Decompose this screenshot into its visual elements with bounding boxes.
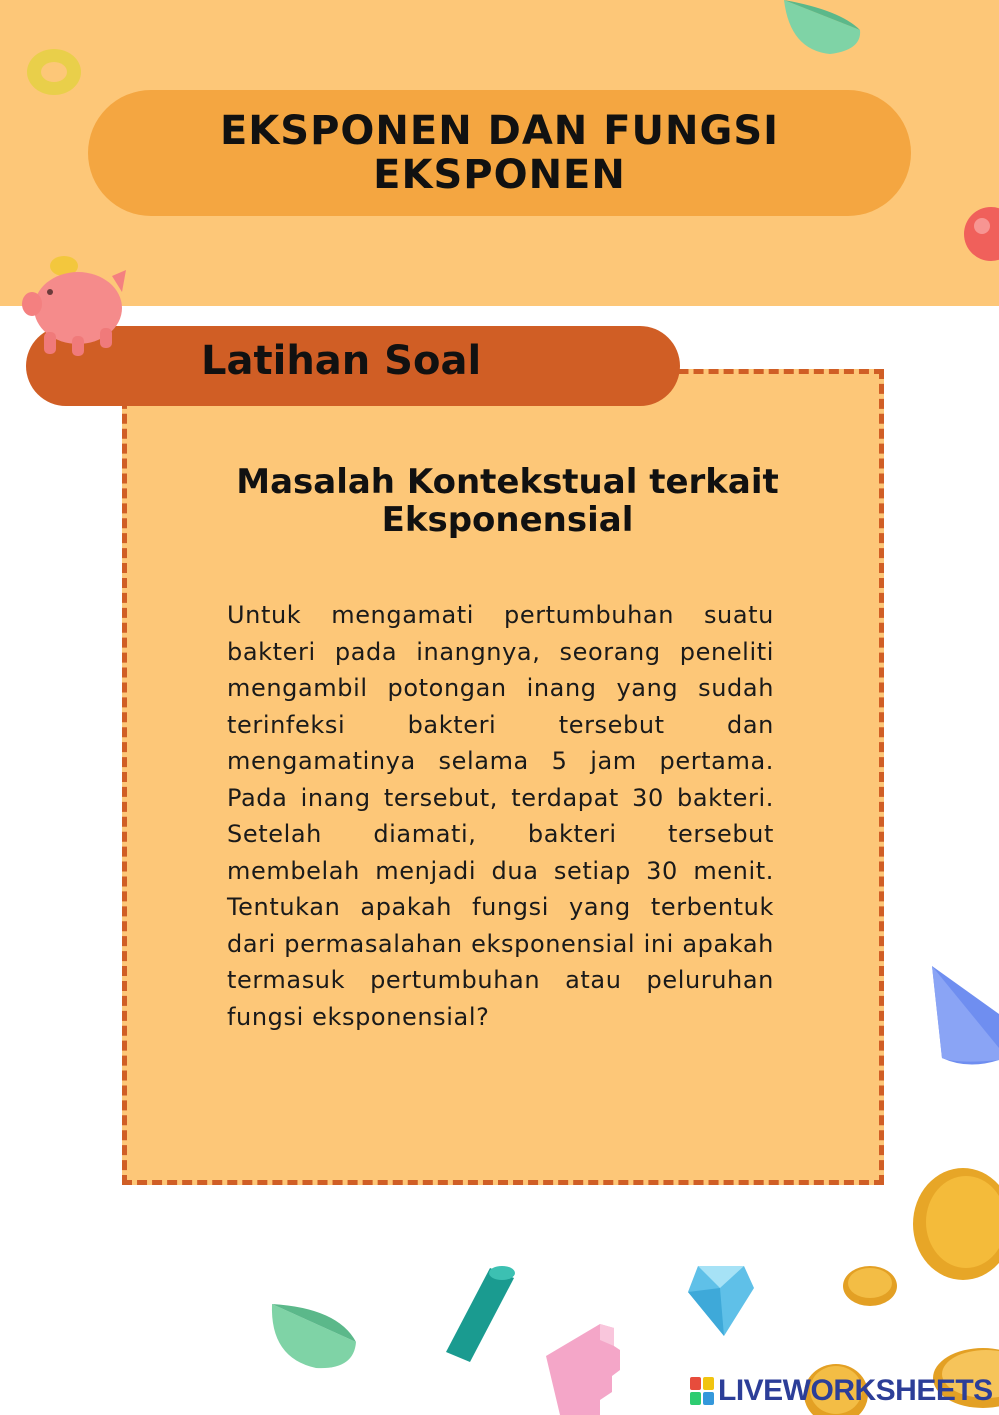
page-title: EKSPONEN DAN FUNGSI EKSPONEN — [219, 108, 780, 198]
hemisphere-icon — [268, 1298, 360, 1372]
cone-icon — [928, 964, 999, 1068]
cylinder-icon — [440, 1262, 518, 1368]
diamond-icon — [684, 1262, 756, 1338]
brand-mark-icon — [690, 1377, 714, 1405]
brand-name: LIVEWORKSHEETS — [718, 1374, 993, 1407]
problem-title: Masalah Kontekstual terkait Eksponensial — [236, 462, 779, 540]
ring-icon — [24, 44, 84, 100]
section-tab-label: Latihan Soal — [201, 338, 482, 384]
piggy-bank-icon — [22, 252, 134, 360]
stairs-icon — [540, 1320, 626, 1415]
coin-icon — [908, 1166, 999, 1284]
coin-icon — [842, 1262, 898, 1308]
brand-logo[interactable] — [690, 1372, 993, 1410]
problem-text: Untuk mengamati pertumbuhan suatu bakteri pada inangnya, seorang peneliti mengambil potongan inang yang sudah terinfeksi bakteri tersebut dan mengamatinya selama 5 jam pertama. Pada inang tersebut, terdapat 30 bakteri. Setelah diamati, bakteri tersebut membelah menjadi dua setiap 30 menit. Tentukan apakah fungsi yang terbentuk dari permasalahan eksponensial ini apakah termasuk pertumbuhan atau peluruhan fungsi eksponensial? — [227, 601, 774, 1031]
title-banner — [88, 90, 911, 216]
sphere-icon — [962, 206, 999, 262]
hemisphere-icon — [780, 0, 864, 56]
